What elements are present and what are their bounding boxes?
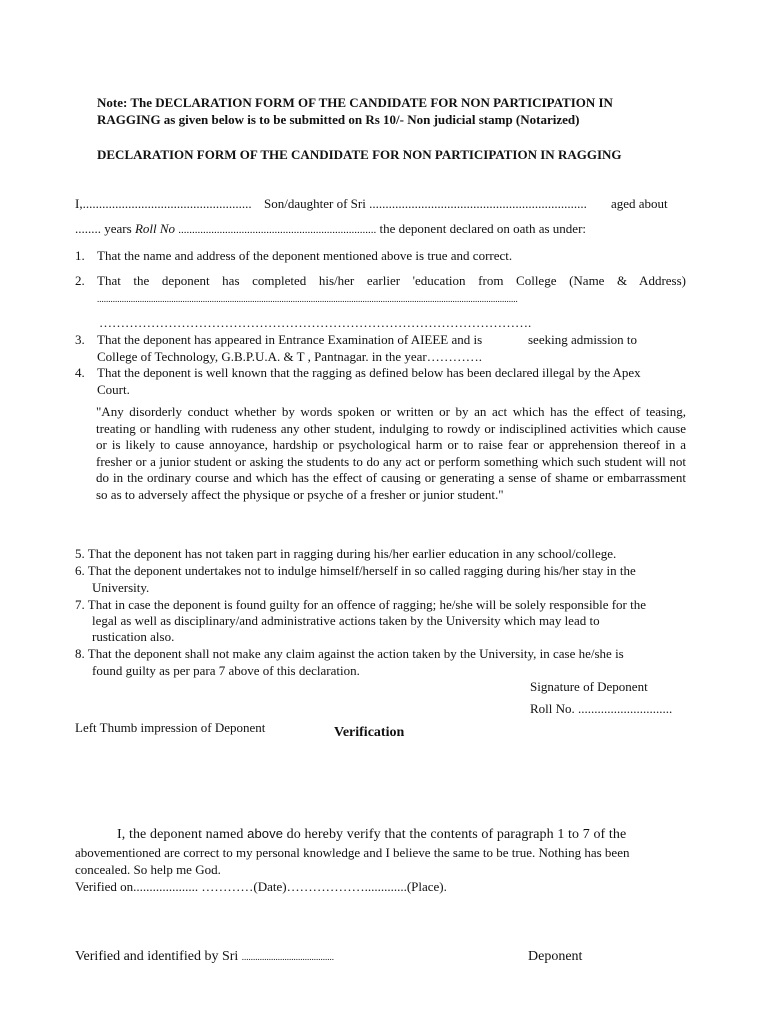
item-4-number: 4. <box>75 365 85 380</box>
item-7-line-3: rustication also. <box>92 629 175 644</box>
intro-line-2 <box>75 220 765 239</box>
intro-years-blank: ........ years <box>75 221 132 236</box>
form-title: DECLARATION FORM OF THE CANDIDATE FOR NON PARTICIPATION IN RAGGING <box>97 147 622 162</box>
item-8-line-1: 8. That the deponent shall not make any claim against the action taken by the University, in case he/she is <box>75 646 624 661</box>
item-3-line-2: College of Technology, G.B.P.U.A. & T , Pantnagar. in the year…………. <box>97 349 482 364</box>
college-address-blank-1: ........................................................................................................................................................................................... <box>97 294 518 304</box>
verification-para-line-3: concealed. So help me God. <box>75 862 221 877</box>
item-3-line-1-end: seeking admission to <box>528 332 638 347</box>
verification-para-line-1 <box>117 825 626 843</box>
verified-identified-by <box>75 948 334 966</box>
item-7-line-1: 7. That in case the deponent is found guilty for an offence of ragging; he/she will be solely responsible for the <box>75 597 647 612</box>
deponent-signature-label: Deponent <box>528 949 583 964</box>
verification-heading: Verification <box>334 725 405 740</box>
deponent-roll-no-field: Roll No. ............................. <box>530 701 673 716</box>
intro-aged-label: aged about <box>611 196 668 211</box>
note-line-1: Note: The DECLARATION FORM OF THE CANDIDATE FOR NON PARTICIPATION IN <box>97 95 613 110</box>
item-6-line-1: 6. That the deponent undertakes not to indulge himself/herself in so called ragging during his/her stay in the <box>75 563 636 578</box>
college-address-blank-2: ………………………………………………………………………………………. <box>99 315 532 330</box>
item-8-line-2: found guilty as per para 7 above of this declaration. <box>92 663 360 678</box>
left-thumb-impression-label: Left Thumb impression of Deponent <box>75 720 266 735</box>
intro-parent-blank: Son/daughter of Sri ................................................................... <box>264 196 587 211</box>
verified-identified-label: Verified and identified by Sri <box>75 949 239 964</box>
item-1-text: That the name and address of the deponent mentioned above is true and correct. <box>97 248 513 263</box>
item-7-line-2: legal as well as disciplinary/and administrative actions taken by the University which may lead to <box>92 613 600 628</box>
item-2-text: That the deponent has completed his/her earlier 'education from College (Name & Address) <box>97 273 686 288</box>
roll-no-label: Roll No <box>134 221 176 236</box>
verification-para-above: above <box>247 826 284 841</box>
roll-no-blank: ........................................................................ <box>178 224 377 236</box>
signature-of-deponent-label: Signature of Deponent <box>530 679 648 694</box>
verified-on-line: Verified on.................... …………(Date)……………….............(Place). <box>75 879 447 894</box>
verification-para-line-1-end: do hereby verify that the contents of paragraph 1 to 7 of the <box>286 827 627 842</box>
item-4-line-2: Court. <box>97 382 130 397</box>
intro-name-blank: I,.................................................... <box>75 196 252 211</box>
item-5: 5. That the deponent has not taken part in ragging during his/her earlier education in any school/college. <box>75 546 617 561</box>
item-3-number: 3. <box>75 332 85 347</box>
item-1-number: 1. <box>75 248 85 263</box>
item-2-number: 2. <box>75 273 85 288</box>
note-line-2: RAGGING as given below is to be submitted on Rs 10/- Non judicial stamp (Notarized) <box>97 112 580 127</box>
ragging-definition-quote: "Any disorderly conduct whether by words spoken or written or by an act which has the effect of teasing, treating or handling with rudeness any other student, indulging to rowdy or indisciplined activities which cause or is likely to cause annoyance, hardship or psychological harm or to raise fear or apprehension thereof in a fresher or a junior student or asking the students to do any act or perform something which such student will not do in the ordinary course and which has the effect of causing or generating a sense of shame or embarrassment so as to adversely affect the physique or psyche of a fresher or junior student." <box>96 404 686 502</box>
verification-para-line-2: abovementioned are correct to my personal knowledge and I believe the same to be true. Nothing has been <box>75 845 630 860</box>
identifier-name-blank: ......................................... <box>241 952 335 962</box>
item-4-line-1: That the deponent is well known that the ragging as defined below has been declared illegal by the Apex <box>97 365 641 380</box>
item-6-line-2: University. <box>92 580 150 595</box>
intro-oath-text: the deponent declared on oath as under: <box>379 221 587 236</box>
item-3-line-1: That the deponent has appeared in Entrance Examination of AIEEE and is <box>97 332 483 347</box>
verification-para-line-1-start: I, the deponent named <box>117 827 244 842</box>
